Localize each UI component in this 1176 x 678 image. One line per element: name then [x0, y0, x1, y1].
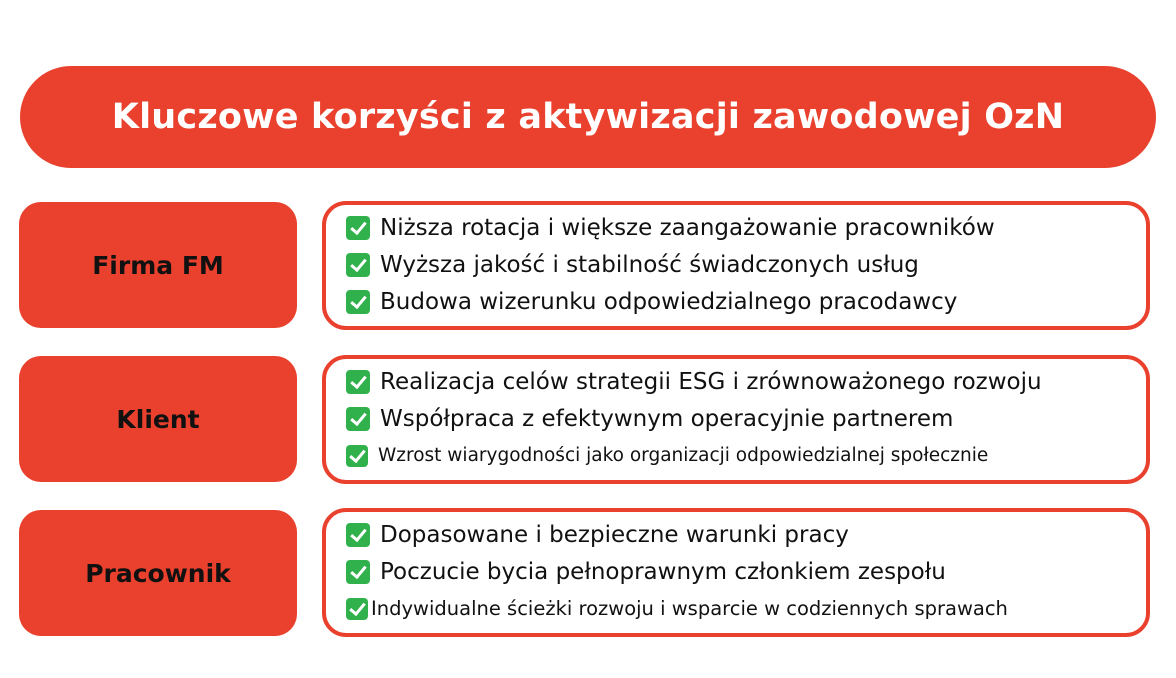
benefit-box-klient: [322, 355, 1150, 484]
benefit-item: [346, 590, 1136, 627]
group-label-text: Firma FM: [92, 250, 224, 280]
benefit-text: Budowa wizerunku odpowiedzialnego pracodawcy: [380, 288, 958, 315]
benefit-text: Niższa rotacja i większe zaangażowanie pracowników: [380, 214, 995, 241]
check-icon: [346, 290, 370, 314]
group-label-klient: [19, 356, 297, 482]
benefit-text: Realizacja celów strategii ESG i zrównoważonego rozwoju: [380, 368, 1042, 395]
group-label-text: Pracownik: [85, 558, 231, 588]
benefit-text: Indywidualne ścieżki rozwoju i wsparcie w codziennych sprawach: [371, 597, 1008, 620]
check-icon: [346, 253, 370, 277]
check-icon: [346, 523, 370, 547]
benefit-text: Poczucie bycia pełnoprawnym członkiem zespołu: [380, 558, 946, 585]
benefit-text: Wzrost wiarygodności jako organizacji odpowiedzialnej społecznie: [378, 445, 989, 466]
benefit-item: [346, 437, 1136, 474]
benefit-item: [346, 363, 1136, 400]
check-icon: [346, 560, 370, 584]
benefit-item: [346, 246, 1136, 283]
check-icon: [346, 370, 370, 394]
benefit-item: [346, 516, 1136, 553]
check-icon: [346, 445, 368, 467]
title-banner: [20, 66, 1156, 168]
benefit-item: [346, 283, 1136, 320]
benefit-item: [346, 209, 1136, 246]
benefit-item: [346, 400, 1136, 437]
check-icon: [346, 407, 370, 431]
check-icon: [346, 216, 370, 240]
benefit-text: Dopasowane i bezpieczne warunki pracy: [380, 521, 849, 548]
benefit-text: Wyższa jakość i stabilność świadczonych usług: [380, 251, 919, 278]
check-icon: [346, 598, 368, 620]
page-title: Kluczowe korzyści z aktywizacji zawodowej OzN: [111, 97, 1065, 137]
benefit-box-pracownik: [322, 508, 1150, 637]
benefit-box-firma-fm: [322, 201, 1150, 330]
group-label-pracownik: [19, 510, 297, 636]
benefit-item: [346, 553, 1136, 590]
group-label-text: Klient: [116, 404, 200, 434]
benefit-text: Współpraca z efektywnym operacyjnie partnerem: [380, 405, 954, 432]
group-label-firma-fm: [19, 202, 297, 328]
